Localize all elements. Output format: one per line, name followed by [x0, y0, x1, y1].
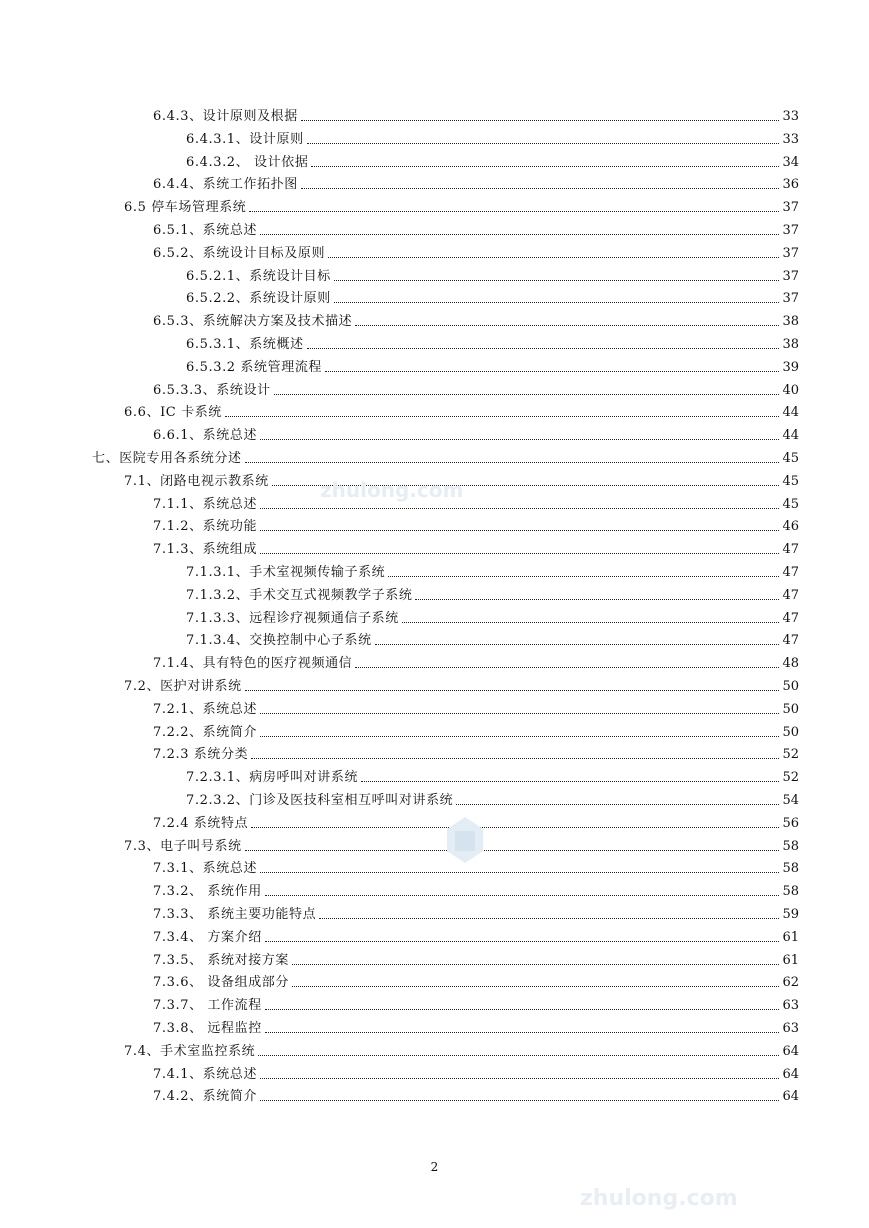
toc-entry[interactable]	[124, 401, 799, 421]
dot-leader	[260, 1077, 779, 1079]
dot-leader	[260, 552, 779, 554]
toc-entry-title: 7.1、闭路电视示教系统	[124, 473, 269, 489]
toc-entry-title: 6.4.3.2、 设计依据	[186, 154, 309, 170]
toc-entry[interactable]	[186, 607, 799, 627]
toc-entry-title: 7.2.3.1、病房呼叫对讲系统	[186, 770, 359, 786]
toc-entry-title: 7.2、医护对讲系统	[124, 679, 242, 694]
toc-entry-page: 47	[782, 565, 799, 580]
dot-leader	[260, 871, 779, 873]
toc-entry[interactable]	[153, 652, 799, 672]
toc-entry-page: 58	[782, 884, 799, 900]
toc-entry-page: 37	[782, 223, 799, 238]
dot-leader	[260, 507, 779, 509]
toc-entry[interactable]	[124, 196, 799, 216]
toc-entry[interactable]	[153, 903, 799, 923]
toc-entry[interactable]	[153, 926, 799, 946]
dot-leader	[265, 894, 780, 896]
toc-entry[interactable]	[153, 310, 799, 330]
toc-entry[interactable]	[153, 971, 799, 991]
toc-entry[interactable]	[153, 743, 799, 763]
toc-entry[interactable]	[186, 356, 799, 376]
toc-entry[interactable]	[124, 835, 799, 855]
dot-leader	[311, 165, 779, 167]
toc-entry[interactable]	[92, 447, 799, 467]
toc-entry-title: 7.1.3.3、远程诊疗视频通信子系统	[186, 610, 399, 626]
toc-entry-page: 45	[782, 473, 799, 489]
toc-entry-page: 48	[782, 656, 799, 672]
dot-leader	[388, 575, 779, 577]
toc-entry[interactable]	[153, 1085, 799, 1105]
toc-entry-title: 6.6、IC 卡系统	[124, 405, 222, 421]
toc-entry[interactable]	[186, 789, 799, 809]
toc-entry-page: 50	[782, 679, 799, 694]
toc-entry-title: 7.3.2、 系统作用	[153, 884, 262, 900]
dot-leader	[361, 780, 779, 782]
dot-leader	[260, 233, 779, 235]
toc-entry[interactable]	[153, 424, 799, 444]
toc-entry-title: 6.4.3.1、设计原则	[186, 131, 304, 147]
toc-entry-page: 50	[782, 701, 799, 717]
toc-entry[interactable]	[153, 493, 799, 513]
toc-entry[interactable]	[186, 584, 799, 604]
toc-entry-page: 44	[782, 428, 799, 444]
dot-leader	[307, 347, 780, 349]
dot-leader	[355, 324, 779, 326]
dot-leader	[245, 689, 780, 691]
toc-entry-page: 47	[782, 610, 799, 626]
toc-entry-page: 64	[782, 1066, 799, 1082]
toc-entry-page: 37	[782, 291, 799, 307]
toc-entry-page: 33	[782, 131, 799, 147]
toc-entry[interactable]	[186, 333, 799, 353]
toc-entry-title: 7.2.3 系统分类	[153, 747, 249, 763]
dot-leader	[225, 415, 780, 417]
dot-leader	[375, 643, 780, 645]
toc-entry-title: 6.5.1、系统总述	[153, 223, 258, 238]
watermark-text: zhulong.com	[320, 478, 464, 502]
toc-entry[interactable]	[153, 949, 799, 969]
toc-entry[interactable]	[153, 812, 799, 832]
dot-leader	[265, 940, 780, 942]
dot-leader	[251, 757, 779, 759]
toc-entry-title: 7.3.7、 工作流程	[153, 998, 262, 1014]
toc-entry-title: 7.3.8、 远程监控	[153, 1021, 262, 1036]
toc-entry[interactable]	[153, 1017, 799, 1037]
dot-leader	[260, 529, 779, 531]
dot-leader	[245, 461, 780, 463]
toc-entry-title: 7.4.2、系统简介	[153, 1089, 258, 1105]
toc-entry-title: 7.1.2、系统功能	[153, 519, 258, 535]
toc-entry-page: 39	[782, 359, 799, 375]
toc-entry-title: 7.3.5、 系统对接方案	[153, 952, 290, 968]
toc-entry-page: 47	[782, 633, 799, 649]
toc-entry[interactable]	[124, 675, 799, 695]
toc-entry[interactable]	[186, 128, 799, 148]
dot-leader	[334, 301, 780, 303]
toc-entry[interactable]	[186, 287, 799, 307]
toc-entry-page: 46	[782, 519, 799, 535]
toc-entry-page: 50	[782, 724, 799, 740]
dot-leader	[251, 826, 779, 828]
toc-entry[interactable]	[186, 151, 799, 171]
toc-entry-page: 61	[782, 929, 799, 945]
toc-entry-page: 56	[782, 815, 799, 831]
toc-entry-page: 33	[782, 109, 799, 124]
toc-entry[interactable]	[153, 1063, 799, 1083]
toc-entry[interactable]	[153, 857, 799, 877]
dot-leader	[274, 393, 780, 395]
toc-entry-title: 7.3.1、系统总述	[153, 861, 258, 877]
toc-entry-title: 7.1.1、系统总述	[153, 496, 258, 512]
watermark-text-footer: zhulong.com	[580, 1186, 738, 1211]
toc-entry[interactable]	[153, 219, 799, 239]
toc-entry-title: 7.1.3.2、手术交互式视频教学子系统	[186, 587, 413, 603]
toc-entry-page: 52	[782, 770, 799, 786]
toc-entry-page: 64	[782, 1089, 799, 1105]
dot-leader	[334, 279, 780, 281]
toc-entry-title: 6.5 停车场管理系统	[124, 200, 247, 216]
toc-entry-title: 7.2.1、系统总述	[153, 701, 258, 717]
dot-leader	[301, 119, 780, 121]
dot-leader	[260, 1099, 779, 1101]
toc-entry-title: 7.3.4、 方案介绍	[153, 929, 262, 945]
dot-leader	[265, 1031, 780, 1033]
toc-entry[interactable]	[153, 105, 799, 125]
toc-entry[interactable]	[153, 698, 799, 718]
toc-entry-page: 59	[782, 907, 799, 922]
toc-entry-page: 63	[782, 1021, 799, 1036]
toc-entry-page: 34	[782, 154, 799, 170]
toc-entry-title: 7.2.4 系统特点	[153, 815, 249, 831]
toc-entry[interactable]	[153, 994, 799, 1014]
toc-entry-page: 47	[782, 587, 799, 603]
toc-entry[interactable]	[153, 538, 799, 558]
toc-entry-title: 7.3.3、 系统主要功能特点	[153, 907, 317, 922]
toc-entry[interactable]	[124, 1040, 799, 1060]
toc-entry-page: 61	[782, 952, 799, 968]
toc-entry-page: 37	[782, 268, 799, 284]
toc-entry-title: 7.3、电子叫号系统	[124, 838, 242, 854]
toc-entry-page: 45	[782, 496, 799, 512]
toc-entry-title: 7.2.3.2、门诊及医技科室相互呼叫对讲系统	[186, 793, 454, 808]
toc-entry[interactable]	[186, 629, 799, 649]
dot-leader	[265, 1008, 780, 1010]
toc-entry[interactable]	[186, 766, 799, 786]
toc-entry[interactable]	[153, 721, 799, 741]
toc-entry[interactable]	[153, 173, 799, 193]
dot-leader	[249, 210, 779, 212]
toc-entry-page: 63	[782, 998, 799, 1014]
toc-entry[interactable]	[153, 379, 799, 399]
toc-entry[interactable]	[186, 561, 799, 581]
dot-leader	[260, 712, 779, 714]
toc-entry-page: 45	[782, 451, 799, 466]
toc-entry-title: 7.2.2、系统简介	[153, 724, 258, 740]
toc-entry-title: 7.3.6、 设备组成部分	[153, 975, 290, 991]
toc-entry-title: 6.5.3.1、系统概述	[186, 337, 304, 352]
toc-entry-title: 6.5.3.3、系统设计	[153, 382, 271, 398]
toc-entry-title: 6.4.3、设计原则及根据	[153, 109, 298, 124]
toc-entry-page: 38	[782, 337, 799, 352]
dot-leader	[292, 985, 779, 987]
toc-entry-title: 7.1.3、系统组成	[153, 542, 258, 558]
dot-leader	[319, 917, 779, 919]
toc-entry-title: 6.5.2、系统设计目标及原则	[153, 245, 326, 261]
dot-leader	[260, 735, 779, 737]
toc-entry[interactable]	[124, 470, 799, 490]
dot-leader	[292, 963, 779, 965]
toc-entry-title: 7.1.3.1、手术室视频传输子系统	[186, 565, 386, 580]
toc-entry-page: 52	[782, 747, 799, 763]
dot-leader	[402, 621, 780, 623]
dot-leader	[245, 849, 780, 851]
dot-leader	[301, 187, 780, 189]
toc-entry-title: 6.5.3、系统解决方案及技术描述	[153, 314, 353, 330]
dot-leader	[272, 484, 780, 486]
toc-entry[interactable]	[186, 265, 799, 285]
toc-entry[interactable]	[153, 515, 799, 535]
page-number: 2	[430, 1160, 439, 1174]
dot-leader	[307, 142, 780, 144]
toc-entry-page: 44	[782, 405, 799, 421]
toc-entry-title: 七、医院专用各系统分述	[92, 451, 242, 466]
toc-entry-page: 64	[782, 1043, 799, 1059]
toc-entry-page: 36	[782, 177, 799, 193]
toc-entry-title: 7.1.4、具有特色的医疗视频通信	[153, 656, 353, 672]
toc-entry-page: 62	[782, 975, 799, 991]
toc-entry-title: 6.4.4、系统工作拓扑图	[153, 177, 298, 193]
toc-entry-page: 37	[782, 200, 799, 216]
toc-entry-page: 37	[782, 245, 799, 261]
toc-entry-title: 6.5.2.1、系统设计目标	[186, 268, 331, 284]
dot-leader	[355, 666, 779, 668]
toc-entry-page: 58	[782, 861, 799, 877]
toc-entry-page: 58	[782, 838, 799, 854]
toc-entry-title: 7.1.3.4、交换控制中心子系统	[186, 633, 372, 649]
dot-leader	[456, 803, 779, 805]
toc-entry-title: 6.5.3.2 系统管理流程	[186, 359, 323, 375]
toc-entry-title: 6.5.2.2、系统设计原则	[186, 291, 331, 307]
dot-leader	[258, 1054, 779, 1056]
dot-leader	[325, 370, 779, 372]
toc-entry-title: 6.6.1、系统总述	[153, 428, 258, 444]
toc-entry-title: 7.4.1、系统总述	[153, 1066, 258, 1082]
toc-entry[interactable]	[153, 242, 799, 262]
toc-entry-page: 54	[782, 793, 799, 808]
toc-entry-page: 38	[782, 314, 799, 330]
dot-leader	[328, 256, 779, 258]
toc-entry-title: 7.4、手术室监控系统	[124, 1043, 256, 1059]
toc-entry-page: 47	[782, 542, 799, 558]
toc-entry-page: 40	[782, 382, 799, 398]
toc-entry[interactable]	[153, 880, 799, 900]
dot-leader	[415, 598, 779, 600]
dot-leader	[260, 438, 779, 440]
